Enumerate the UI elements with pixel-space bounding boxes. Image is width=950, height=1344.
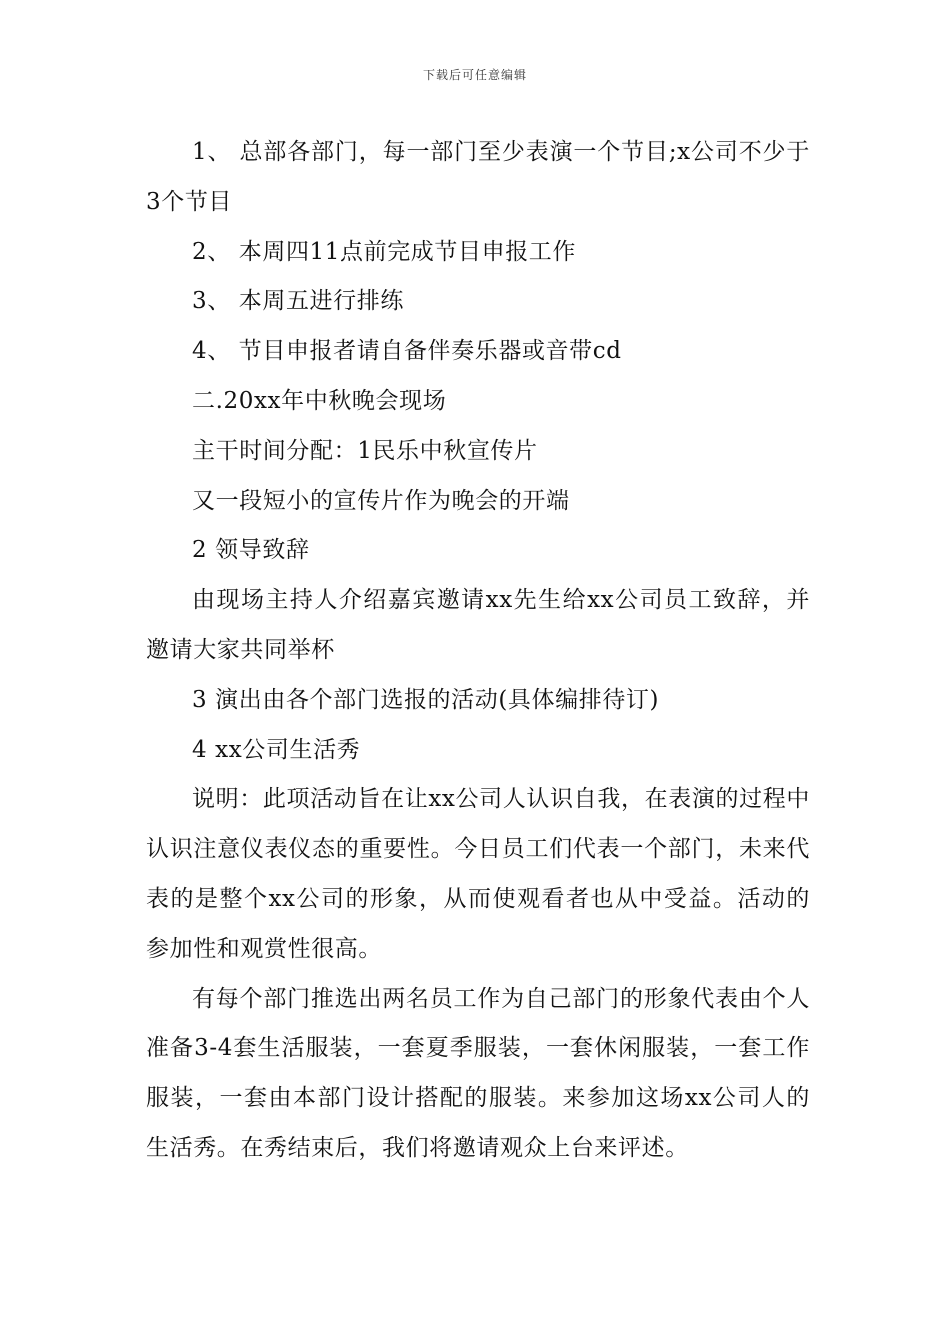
document-body bbox=[146, 128, 810, 1174]
paragraph-time-allocation: 主干时间分配：1民乐中秋宣传片 bbox=[192, 437, 538, 464]
paragraph-explanation: 说明：此项活动旨在让xx公司人认识自我，在表演的过程中认识注意仪表仪态的重要性。今日员工们代表一个部门，未来代表的是整个xx公司的形象，从而使观看者也从中受益。活动的参加性和观赏性很高。 bbox=[146, 786, 810, 962]
paragraph-item-2: 2、 本周四11点前完成节目申报工作 bbox=[192, 238, 577, 265]
paragraph-performances: 3 演出由各个部门选报的活动(具体编排待订) bbox=[192, 686, 660, 713]
section-heading-evening: 二.20xx年中秋晚会现场 bbox=[192, 387, 447, 414]
paragraph-item-3: 3、 本周五进行排练 bbox=[192, 288, 404, 315]
paragraph-item-1: 1、 总部各部门，每一部门至少表演一个节目;x公司不少于3个节目 bbox=[146, 139, 810, 215]
paragraph-promo-film: 又一段短小的宣传片作为晚会的开端 bbox=[192, 487, 570, 514]
paragraph-life-show: 4 xx公司生活秀 bbox=[192, 736, 361, 763]
page-header-note: 下载后可任意编辑 bbox=[422, 68, 527, 82]
paragraph-item-4: 4、 节目申报者请自备伴奏乐器或音带cd bbox=[192, 338, 622, 365]
paragraph-representatives: 有每个部门推选出两名员工作为自己部门的形象代表由个人准备3-4套生活服装，一套夏季服装，一套休闲服装，一套工作服装，一套由本部门设计搭配的服装。来参加这场xx公司人的生活秀。在秀结束后，我们将邀请观众上台来评述。 bbox=[146, 985, 810, 1161]
paragraph-host-intro: 由现场主持人介绍嘉宾邀请xx先生给xx公司员工致辞，并邀请大家共同举杯 bbox=[146, 587, 810, 663]
paragraph-leader-speech: 2 领导致辞 bbox=[192, 537, 310, 564]
